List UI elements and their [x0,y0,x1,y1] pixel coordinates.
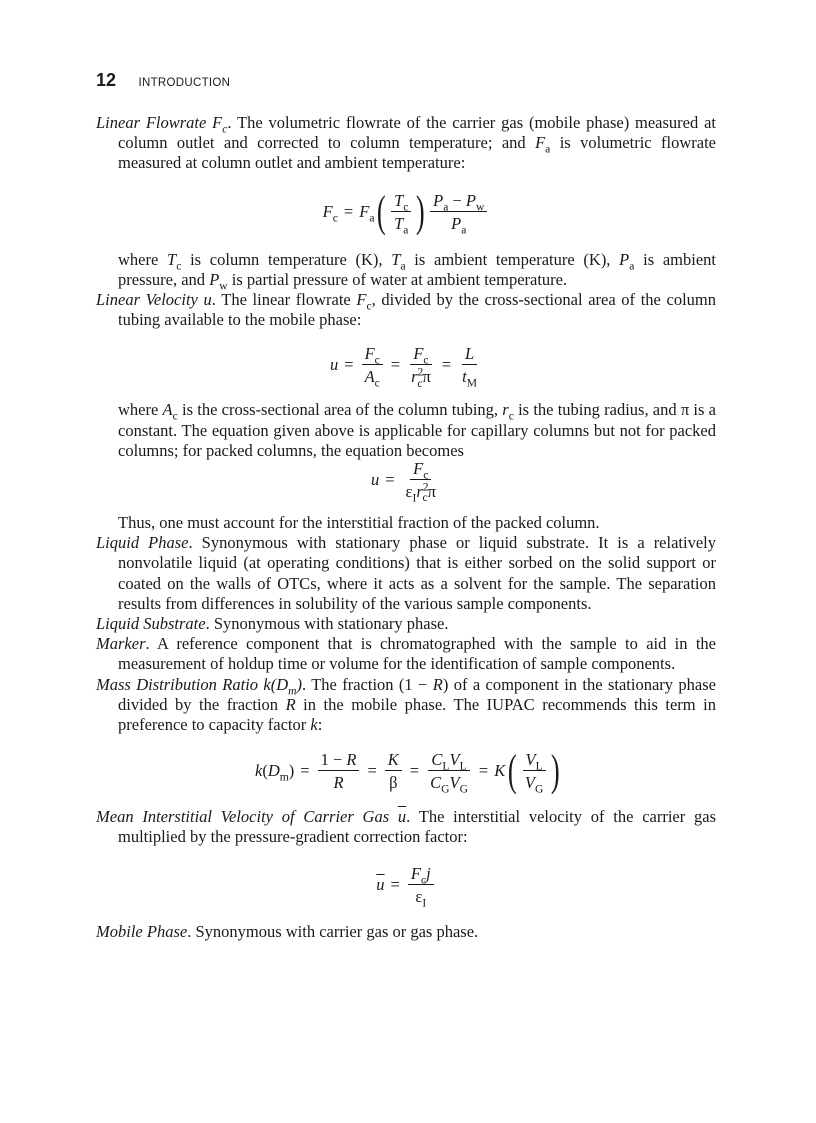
velocity-definitions: where $A_c$ is the cross-sectional area of the column tubing, $r_c$ is the tubing radius, and π is a constant. The equation given above is applicable for capillary columns but not for packed columns; for packed columns, the equation becomes [118,400,716,460]
flowrate-definitions: where $T_c$ is column temperature (K), $T_a$ is ambient temperature (K), $P_a$ is ambient pressure, and $P_w$ is partial pressure of water at ambient temperature. [118,249,716,293]
packed-note: Thus, one must account for the interstitial fraction of the packed column. [118,513,600,533]
equation-linear-velocity: u = $\frac{F_c}{A_c}$ = $\frac{F_c}{r^2_c\pi}$ = $\frac{L}{t_M}$ [330,344,477,390]
entry-marker: Marker. A reference component that is chromatographed with the sample to aid in the measurement of holdup time or volume for the identification of sample components. [96,634,716,674]
term-linear-velocity: Linear Velocity u [96,290,212,310]
page-number: 12 [96,70,117,90]
entry-liquid-substrate: Liquid Substrate. Synonymous with stationary phase. [96,614,449,634]
equation-packed-velocity: u = $\frac{F_c}{\varepsilon_Ir^2_c\pi}$ [370,459,437,505]
term-mass-distribution-ratio: Mass Distribution Ratio $k(D_m)$ [96,674,302,697]
entry-linear-flowrate: Linear Flowrate $F_c$. The volumetric flowrate of the carrier gas (mobile phase) measured at column outlet and corrected to column temperature; and $F_a$ is volumetric flowrate measured at column outlet and ambient temperature: [96,113,716,173]
term-mobile-phase: Mobile Phase [96,921,188,941]
running-header [96,70,230,91]
glossary-body [96,113,716,942]
term-marker: Marker [96,634,146,654]
entry-mobile-phase: Mobile Phase. Synonymous with carrier gas or gas phase. [96,921,479,941]
term-liquid-phase: Liquid Phase [96,533,189,553]
equation-mean-interstitial: $\overline{u}$ = $\frac{F_cj}{\varepsilon_I}$ [96,864,716,906]
term-mean-interstitial-velocity: Mean Interstitial Velocity of Carrier Gas $\overline{u}$ [96,807,407,827]
equation-mass-distribution: $k(D_m)$ = $\frac{1 - R}{R}$ = $\frac{K}{\beta}$ = $\frac{C_LV_L}{C_GV_G}$ = K ( $\frac{V_L}{V_G}$ ) [255,746,561,796]
entry-mean-interstitial-velocity: Mean Interstitial Velocity of Carrier Gas $\overline{u}$. The interstitial velocity of the carrier gas multiplied by the pressure-gradient correction factor: [96,807,717,847]
entry-mass-distribution-ratio: Mass Distribution Ratio $k(D_m)$. The fraction (1 − R) of a component in the stationary phase divided by the fraction R in the mobile phase. The IUPAC recommends this term in preference to capacity factor k: [96,674,716,735]
term-liquid-substrate: Liquid Substrate [96,614,206,634]
entry-linear-velocity: Linear Velocity u. The linear flowrate $F_c$, divided by the cross-sectional area of the column tubing available to the mobile phase: [96,290,716,330]
running-title: INTRODUCTION [138,77,231,89]
entry-liquid-phase: Liquid Phase. Synonymous with stationary phase or liquid substrate. It is a relatively nonvolatile liquid (at operating conditions) that is either sorbed on the solid support or coated on the walls of OTCs, where it acts as a solvent for the sample. The separation results from differences in solubility of the various sample components. [96,533,716,613]
term-linear-flowrate: Linear Flowrate $F_c$ [96,113,228,136]
equation-flowrate: $F_c$ = $F_a$ ( $\frac{T_c}{T_a}$ ) $\frac{P_a - P_w}{P_a}$ [96,190,716,234]
